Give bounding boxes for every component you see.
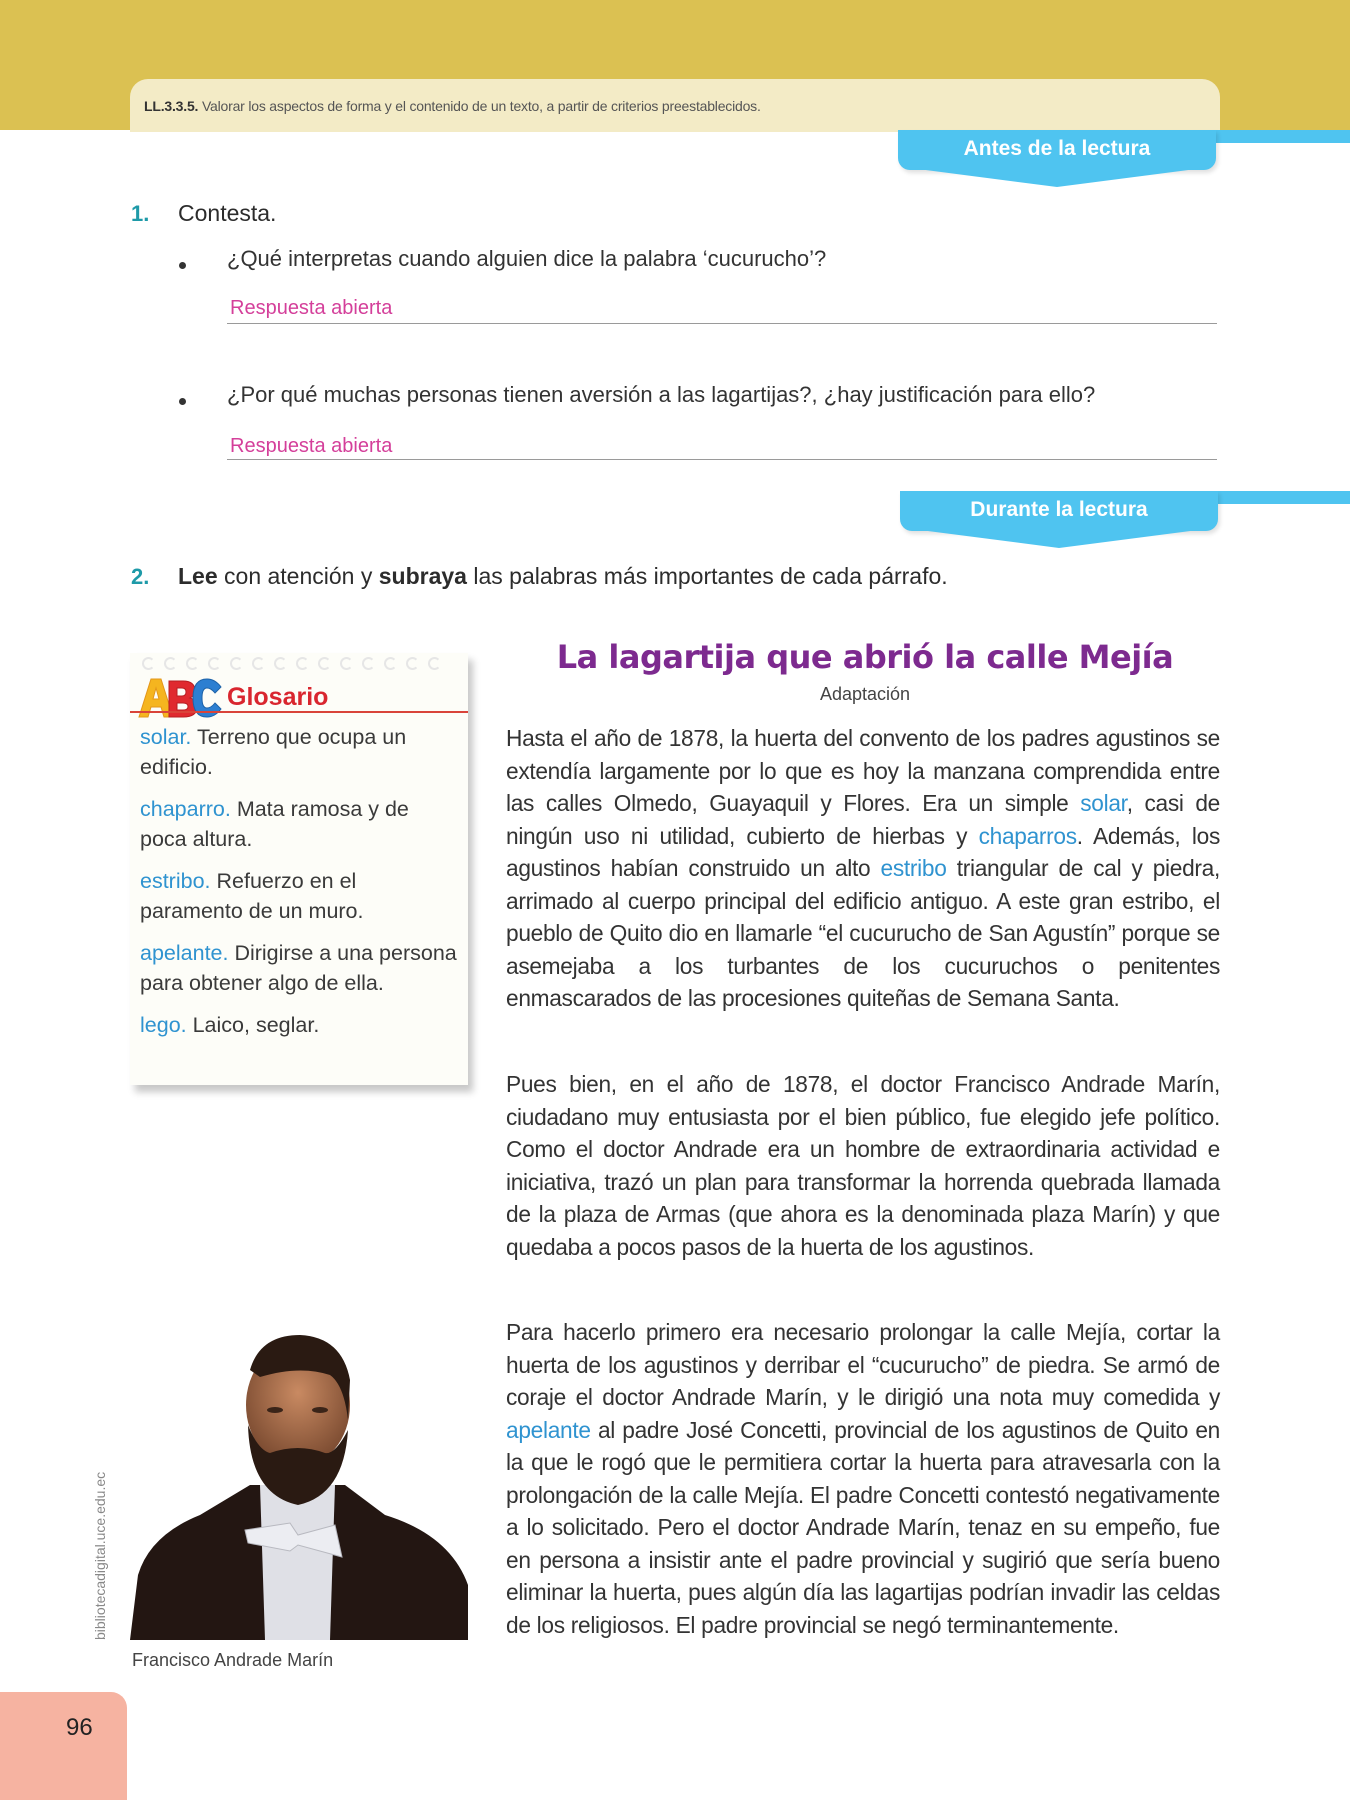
section-badge-label: Durante la lectura [970, 498, 1148, 521]
glossary-item [140, 939, 460, 998]
ribbon-line [1200, 491, 1350, 504]
keyword-estribo: estribo [880, 855, 947, 881]
paragraph-text: triangular de cal y piedra, arrimado al cuerpo principal del edificio antiguo. A este gran estribo, el pueblo de Quito dio en llamarle “el cucurucho de San Agustín” porque se asemejaba a los turbantes de los cucuruchos o penitentes enmascarados de las procesiones quiteñas de Semana Santa. [506, 855, 1220, 1011]
verb-read: Lee [178, 563, 218, 589]
skill-standard-box [130, 79, 1220, 132]
standard-text: Valorar los aspectos de forma y el contenido de un texto, a partir de criterios preestablecidos. [201, 98, 761, 114]
section-badge-label: Antes de la lectura [963, 137, 1151, 160]
glossary-definition: Dirigirse a una persona para obtener algo de ella. [140, 941, 457, 995]
bullet-icon [179, 262, 186, 269]
story-paragraph-2: Pues bien, en el año de 1878, el doctor Francisco Andrade Marín, ciudadano muy entusiasta por el bien público, fue elegido jefe político. Como el doctor Andrade era un hombre de extraordinaria actividad e iniciativa, trazó un plan para transformar la horrenda quebrada llamada de la plaza de Armas (que ahora es la denominada plaza Marín) y que quedaba a pocos pasos de la huerta de los agustinos. [506, 1071, 1220, 1260]
bullet-icon [179, 398, 186, 405]
page-tab [0, 1692, 127, 1800]
glossary-title: Glosario [227, 683, 329, 711]
glossary-list [140, 723, 460, 1054]
glossary-term: solar. [140, 725, 192, 749]
question-2: ¿Por qué muchas personas tienen aversión a las lagartijas?, ¿hay justificación para ello? [227, 382, 1096, 407]
abc-blocks-icon [135, 671, 225, 721]
glossary-definition: Laico, seglar. [186, 1013, 320, 1037]
glossary-divider [130, 711, 468, 713]
badge-arrow-icon [898, 169, 1216, 187]
glossary-definition: Terreno que ocupa un edificio. [140, 725, 407, 779]
question-1: ¿Qué interpretas cuando alguien dice la palabra ‘cucurucho’? [227, 246, 827, 271]
activity-instruction: Contesta. [178, 200, 277, 226]
badge-arrow-icon [900, 530, 1218, 548]
paragraph-text: al padre José Concetti, provincial de los agustinos de Quito en la que le rogó que le permitiera cortar la huerta para atravesarla con la prolongación de la calle Mejía. El padre Concetti contestó negativamente a lo solicitado. Pero el doctor Andrade Marín, tenaz en su empeño, fue en persona a insistir ante el padre provincial y sugirió que sería bueno eliminar la huerta, pues algún día las lagartijas podrían invadir las celdas de los religiosos. El padre provincial se negó terminantemente. [506, 1416, 1220, 1638]
activity-number: 2. [131, 564, 150, 589]
portrait-caption: Francisco Andrade Marín [132, 1650, 334, 1670]
image-credit: bibliotecadigital.uce.edu.ec [92, 1471, 108, 1640]
page-number: 96 [66, 1714, 93, 1741]
paragraph-text: , casi de ningún uso ni utilidad, cubierto de hierbas y [506, 790, 1220, 849]
story-paragraph-1 [506, 722, 1220, 1015]
glossary-item [140, 795, 460, 854]
paragraph-text: Hasta el año de 1878, la huerta del convento de los padres agustinos se extendía largamente por lo que es hoy la manzana comprendida entre las calles Olmedo, Guayaquil y Flores. Era un simple [506, 725, 1220, 816]
answer-text-1: Respuesta abierta [230, 297, 393, 319]
glossary-item [140, 867, 460, 926]
verb-underline: subraya [378, 563, 467, 589]
story-title: La lagartija que abrió la calle Mejía [556, 638, 1174, 676]
glossary-definition: Refuerzo en el paramento de un muro. [140, 869, 364, 923]
section-badge-before [898, 130, 1216, 170]
story-subtitle: Adaptación [819, 684, 911, 704]
section-badge-during [900, 491, 1218, 531]
keyword-solar: solar [1080, 790, 1127, 816]
glossary-item [140, 1011, 460, 1041]
story-paragraph-3 [506, 1316, 1220, 1641]
standard-code: LL.3.3.5. [144, 98, 199, 114]
keyword-chaparros: chaparros [978, 822, 1077, 849]
glossary-term: apelante. [140, 941, 229, 965]
paragraph-text: . Además, los agustinos habían construido un alto [506, 822, 1220, 881]
answer-text-2: Respuesta abierta [230, 435, 393, 457]
glossary-term: estribo. [140, 869, 211, 893]
portrait-image [130, 1335, 468, 1640]
keyword-apelante: apelante [506, 1416, 591, 1443]
glossary-definition: Mata ramosa y de poca altura. [140, 797, 409, 851]
glossary-term: chaparro. [140, 797, 231, 821]
glossary-term: lego. [140, 1013, 187, 1037]
instruction-text: las palabras más importantes de cada párrafo. [466, 563, 948, 589]
ribbon-line [1200, 130, 1350, 143]
glossary-box [130, 653, 468, 1085]
activity-instruction [178, 563, 948, 590]
paragraph-text: Para hacerlo primero era necesario prolongar la calle Mejía, cortar la huerta de los agustinos y derribar el “cucurucho” de piedra. Se armó de coraje el doctor Andrade Marín, y le dirigió una nota muy comedida y [506, 1319, 1220, 1410]
instruction-text: con atención y [217, 563, 379, 589]
glossary-item [140, 723, 460, 782]
activity-number: 1. [131, 201, 150, 226]
notepad-rings [142, 657, 462, 671]
